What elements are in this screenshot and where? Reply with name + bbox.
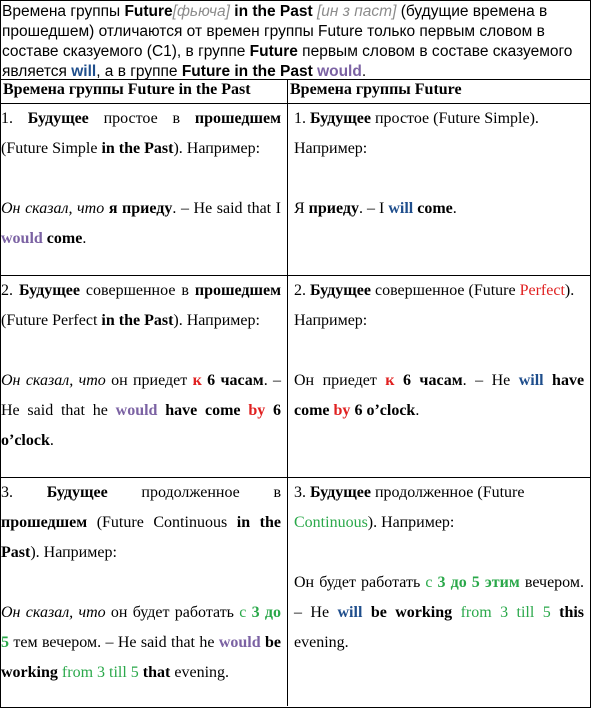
intro-future-in-the-past: Future in the Past	[181, 63, 313, 80]
spacer	[294, 538, 584, 568]
will-word: will	[518, 372, 544, 389]
term: in the Past	[101, 140, 174, 157]
spacer	[1, 568, 281, 598]
text: evening.	[170, 664, 230, 681]
table-row	[1, 104, 590, 276]
highlight: 6 часам	[207, 372, 264, 389]
term: Будущее	[310, 110, 371, 127]
intro-in-the-past: in the Past	[234, 3, 313, 20]
text: .	[415, 402, 420, 419]
cell-future-continuous-in-the-past	[1, 478, 288, 706]
rule-text	[1, 478, 281, 568]
item-number: 3.	[294, 484, 310, 501]
text: он приедет	[105, 372, 193, 389]
term: Будущее	[46, 484, 108, 501]
text: тем вечером. – He said that he	[9, 634, 219, 651]
example-text	[294, 568, 584, 658]
text: простое (Future Simple). Например:	[294, 110, 539, 157]
text: ). Например:	[173, 140, 261, 157]
example-text	[294, 194, 584, 224]
spacer	[1, 164, 281, 194]
header-future: Времена группы Future	[290, 81, 462, 98]
rule-text	[1, 104, 281, 164]
text: совершенное в	[79, 282, 195, 299]
highlight: 6 o’clock	[354, 402, 416, 419]
text: .	[49, 432, 54, 449]
text: .	[452, 200, 457, 217]
term: in the Past	[1, 514, 281, 561]
rule-text	[1, 276, 281, 336]
cell-future-simple-in-the-past	[1, 104, 288, 275]
term: прошедшем	[1, 514, 88, 531]
intro-future: Future	[249, 43, 298, 60]
highlight: 6 o’clock	[1, 402, 281, 449]
text: . – He said that he	[1, 372, 282, 419]
time-range: from 3 till 5	[460, 604, 551, 621]
spacer	[294, 164, 584, 194]
tense-word: Continuous	[294, 514, 368, 531]
cell-future-simple	[288, 104, 590, 275]
preposition: by	[248, 402, 266, 419]
example-text	[1, 598, 281, 688]
rule-text	[294, 276, 584, 336]
header-future-in-the-past: Времена группы Future in the Past	[1, 80, 288, 103]
preposition: by	[333, 402, 351, 419]
example-intro: Он сказал, что	[1, 200, 105, 217]
verb: be working	[1, 634, 282, 681]
preposition: с	[425, 574, 433, 591]
text	[452, 604, 460, 621]
highlight: 6 часам	[402, 372, 463, 389]
text: продолженное (Future	[370, 484, 525, 501]
cell-future-continuous	[288, 478, 590, 706]
intro-text: .	[361, 63, 367, 80]
table-row	[1, 478, 590, 706]
verb: be working	[370, 604, 453, 621]
text: evening.	[294, 634, 349, 651]
intro-would: would	[317, 63, 362, 80]
intro-future: Future	[124, 3, 173, 20]
table-header-row	[1, 80, 590, 104]
intro-pronunciation-past: [ин з паст]	[317, 3, 397, 20]
term: Будущее	[310, 484, 371, 501]
intro-will: will	[71, 63, 97, 80]
verb: have come	[294, 372, 585, 419]
time-range: 3 до 5 этим	[437, 574, 520, 591]
text: простое в	[88, 110, 195, 127]
preposition: к	[192, 372, 202, 389]
text	[395, 372, 403, 389]
term: Будущее	[27, 110, 89, 127]
text: ). Например:	[294, 282, 575, 329]
cell-future-perfect-in-the-past	[1, 276, 288, 477]
term: прошедшем	[194, 282, 282, 299]
text: Он будет работать	[294, 574, 426, 591]
rule-text	[294, 478, 584, 538]
intro-text: , а в группе	[96, 63, 182, 80]
text: (Future Continuous	[87, 514, 237, 531]
text	[265, 402, 273, 419]
term: Будущее	[18, 282, 80, 299]
verb: come	[417, 200, 453, 217]
will-word: will	[388, 200, 414, 217]
text: он будет работать	[105, 604, 240, 621]
text: Он приедет	[294, 372, 386, 389]
item-number: 1.	[1, 110, 28, 127]
verb: come	[46, 230, 83, 247]
example-intro: Он сказал, что	[1, 604, 106, 621]
example-text	[1, 194, 281, 254]
example-intro: Он сказал, что	[1, 372, 106, 389]
text: . – I	[359, 200, 389, 217]
text: ). Например:	[30, 544, 117, 561]
verb: have come	[165, 402, 241, 419]
example-text	[1, 366, 281, 456]
spacer	[1, 336, 281, 366]
example-text	[294, 366, 584, 426]
text	[551, 604, 559, 621]
text	[362, 604, 370, 621]
time-range: from 3 till 5	[61, 664, 139, 681]
item-number: 2.	[294, 282, 310, 299]
text: (Future Simple	[1, 140, 102, 157]
intro-paragraph	[1, 1, 590, 80]
text: . – He said that I	[172, 200, 282, 217]
text: .	[82, 230, 87, 247]
text: ). Например:	[173, 312, 260, 329]
text	[544, 372, 552, 389]
item-number: 1.	[294, 110, 310, 127]
would-word: would	[1, 230, 43, 247]
intro-text: (будущие времена в прошедшем) отличаются от времен группы Future только первым словом в составе сказуемого (С1), в группе	[2, 3, 548, 60]
preposition: к	[385, 372, 395, 389]
rule-text	[294, 104, 584, 164]
highlight: this	[559, 604, 585, 621]
preposition: с	[239, 604, 247, 621]
will-word: will	[337, 604, 363, 621]
text: Я	[294, 200, 309, 217]
item-number: 3.	[1, 484, 47, 501]
intro-pronunciation-future: [фьюча]	[172, 3, 230, 20]
text: вечером. – He	[294, 574, 584, 621]
text: продолженное в	[107, 484, 282, 501]
text: (Future Perfect	[1, 312, 102, 329]
highlight: that	[142, 664, 171, 681]
highlight: приеду	[308, 200, 359, 217]
text: ). Например:	[367, 514, 455, 531]
term: прошедшем	[194, 110, 281, 127]
term: in the Past	[101, 312, 174, 329]
cell-future-perfect	[288, 276, 590, 477]
would-word: would	[115, 402, 158, 419]
tense-word: Perfect	[519, 282, 565, 299]
text: . – He	[462, 372, 519, 389]
term: Будущее	[310, 282, 371, 299]
text: совершенное (Future	[370, 282, 520, 299]
highlight: я приеду	[108, 200, 173, 217]
intro-text: Времена группы	[2, 3, 125, 20]
table-row	[1, 276, 590, 478]
would-word: would	[218, 634, 261, 651]
intro-text: первым словом в составе сказуемого является	[2, 43, 573, 80]
spacer	[294, 336, 584, 366]
time-range: 3 до 5	[1, 604, 282, 651]
item-number: 2.	[1, 282, 19, 299]
